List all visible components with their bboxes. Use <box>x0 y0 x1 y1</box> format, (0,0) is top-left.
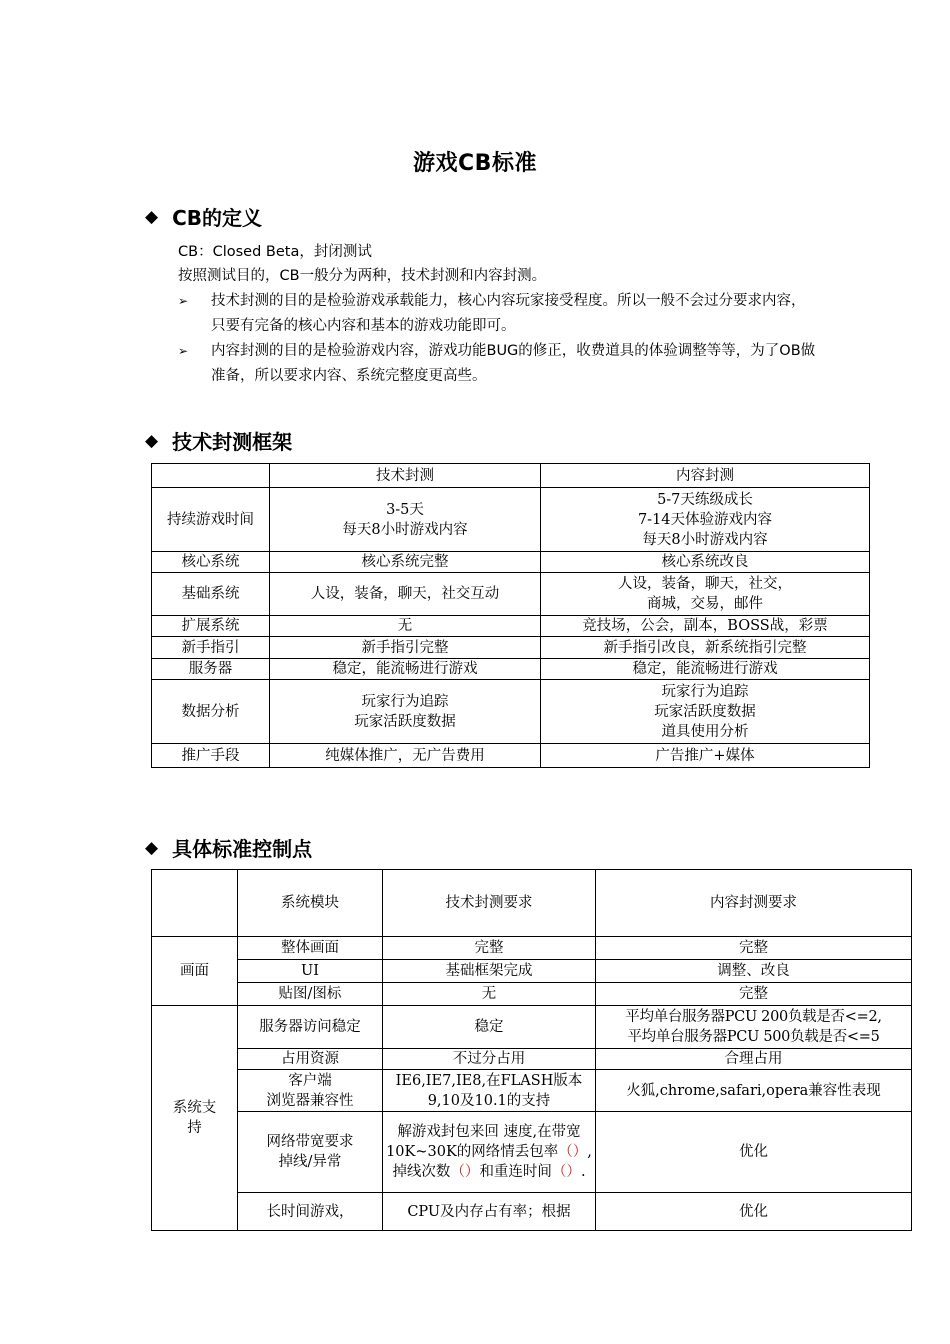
cell-line: 玩家行为追踪 <box>361 693 449 710</box>
cell-line: 人设，装备，聊天，社交， <box>618 576 792 592</box>
blank-placeholder: （） <box>450 1164 480 1180</box>
tech-cell: 稳定，能流畅进行游戏 <box>270 659 541 680</box>
cell-text: . <box>580 1164 586 1180</box>
content-cell: 优化 <box>596 1112 912 1193</box>
cell-line: 玩家活跃度数据 <box>654 703 756 720</box>
row-label: 核心系统 <box>152 552 270 573</box>
table-header-row <box>152 464 870 488</box>
table-row <box>152 1006 912 1049</box>
diamond-bullet-icon: ◆ <box>145 837 159 858</box>
tech-cell: 纯媒体推广，无广告费用 <box>270 744 541 768</box>
header-cell <box>152 464 270 488</box>
module-cell <box>238 1112 383 1193</box>
row-label: 扩展系统 <box>152 616 270 637</box>
definition-line: CB：Closed Beta，封闭测试 <box>178 244 372 260</box>
arrow-bullet-icon: ➢ <box>178 344 189 358</box>
content-cell: 完整 <box>596 937 912 960</box>
table-row <box>152 573 870 616</box>
cell-line: 玩家活跃度数据 <box>354 713 456 730</box>
definition-types-line: 按照测试目的，CB一般分为两种，技术封测和内容封测。 <box>178 268 547 284</box>
cell-line: 掉线/异常 <box>278 1154 342 1170</box>
page-title: 游戏CB标准 <box>413 151 537 176</box>
table-row <box>152 1070 912 1112</box>
section-heading-text: 具体标准控制点 <box>172 837 313 861</box>
tech-cell: 稳定 <box>383 1006 596 1049</box>
diamond-bullet-icon: ◆ <box>145 206 159 227</box>
bullet-item-tech-test <box>178 289 818 339</box>
row-label: 数据分析 <box>152 680 270 744</box>
cell-line: 平均单台服务器PCU 500负载是否<=5 <box>627 1029 880 1045</box>
cell-line: 每天8小时游戏内容 <box>642 531 768 548</box>
content-cell: 调整、改良 <box>596 960 912 983</box>
module-cell: 占用资源 <box>238 1049 383 1070</box>
content-cell: 优化 <box>596 1193 912 1231</box>
cell-text: ,掉线次数 <box>392 1144 592 1180</box>
table-header-row <box>152 870 912 937</box>
content-cell: 新手指引改良，新系统指引完整 <box>541 637 870 659</box>
table-row <box>152 744 870 768</box>
header-cell: 技术封测 <box>270 464 541 488</box>
tech-cell <box>270 680 541 744</box>
content-cell: 火狐,chrome,safari,opera兼容性表现 <box>596 1070 912 1112</box>
tech-cell: 人设，装备，聊天，社交互动 <box>270 573 541 616</box>
header-cell: 技术封测要求 <box>383 870 596 937</box>
section-heading-text: 技术封测框架 <box>172 430 293 454</box>
header-cell: 内容封测要求 <box>596 870 912 937</box>
cell-line: 客户端 <box>288 1072 332 1089</box>
group-label-text: 系统支持 <box>172 1100 217 1136</box>
row-label: 新手指引 <box>152 637 270 659</box>
content-cell: 合理占用 <box>596 1049 912 1070</box>
tech-cell: 核心系统完整 <box>270 552 541 573</box>
cell-text: 和重连时间 <box>479 1164 552 1180</box>
tech-cell: CPU及内存占有率；根据 <box>383 1193 596 1231</box>
bullet-text: 技术封测的目的是检验游戏承载能力，核心内容玩家接受程度。所以一般不会过分要求内容，只要有完备的核心内容和基本的游戏功能即可。 <box>211 293 806 334</box>
section-heading-text: CB的定义 <box>172 206 262 230</box>
tech-cell: 无 <box>270 616 541 637</box>
module-cell: 贴图/图标 <box>238 983 383 1006</box>
row-label: 持续游戏时间 <box>152 488 270 552</box>
section-heading-control-points <box>145 833 312 862</box>
cell-line: 平均单台服务器PCU 200负载是否<=2, <box>625 1009 882 1025</box>
tech-cell: 无 <box>383 983 596 1006</box>
section-heading-cb-definition <box>145 202 262 231</box>
framework-table <box>151 463 870 768</box>
section-heading-tech-framework <box>145 426 292 455</box>
table-row <box>152 960 912 983</box>
group-label <box>152 1006 238 1231</box>
table-row <box>152 983 912 1006</box>
tech-cell: 新手指引完整 <box>270 637 541 659</box>
table-row <box>152 1049 912 1070</box>
content-cell <box>541 488 870 552</box>
table-row <box>152 488 870 552</box>
content-cell <box>541 680 870 744</box>
table-row <box>152 659 870 680</box>
bullet-text: 内容封测的目的是检验游戏内容，游戏功能BUG的修正，收费道具的体验调整等等，为了OB做准备，所以要求内容、系统完整度更高些。 <box>211 343 816 384</box>
cell-line: 5-7天练级成长 <box>657 491 753 508</box>
diamond-bullet-icon: ◆ <box>145 430 159 451</box>
module-cell: 整体画面 <box>238 937 383 960</box>
header-cell: 内容封测 <box>541 464 870 488</box>
content-cell: 完整 <box>596 983 912 1006</box>
table-row <box>152 637 870 659</box>
content-cell: 广告推广+媒体 <box>541 744 870 768</box>
control-points-table <box>151 869 912 1231</box>
cell-line: 7-14天体验游戏内容 <box>637 511 773 528</box>
tech-cell <box>270 488 541 552</box>
table-row <box>152 1193 912 1231</box>
module-cell: 服务器访问稳定 <box>238 1006 383 1049</box>
arrow-bullet-icon: ➢ <box>178 294 189 308</box>
tech-cell: 完整 <box>383 937 596 960</box>
blank-placeholder: （） <box>558 1144 588 1160</box>
content-cell: 竞技场，公会，副本，BOSS战，彩票 <box>541 616 870 637</box>
cell-line: 3-5天 <box>386 501 424 518</box>
table-row <box>152 1112 912 1193</box>
cell-line: 道具使用分析 <box>661 723 749 740</box>
group-label: 画面 <box>152 937 238 1006</box>
content-cell <box>596 1006 912 1049</box>
header-cell <box>152 870 238 937</box>
cell-line: 网络带宽要求 <box>266 1134 354 1150</box>
tech-cell: 不过分占用 <box>383 1049 596 1070</box>
row-label: 基础系统 <box>152 573 270 616</box>
row-label: 推广手段 <box>152 744 270 768</box>
table-row <box>152 937 912 960</box>
table-row <box>152 616 870 637</box>
bullet-item-content-test <box>178 339 818 389</box>
content-cell <box>541 573 870 616</box>
tech-cell: 基础框架完成 <box>383 960 596 983</box>
table-row <box>152 680 870 744</box>
tech-cell <box>383 1112 596 1193</box>
module-cell: 长时间游戏， <box>238 1193 383 1231</box>
cell-line: 每天8小时游戏内容 <box>342 521 468 538</box>
row-label: 服务器 <box>152 659 270 680</box>
cell-text: 解游戏封包来回 速度,在带宽10K~30K的网络情丢包率 <box>386 1124 581 1160</box>
header-cell: 系统模块 <box>238 870 383 937</box>
table-row <box>152 552 870 573</box>
cell-line: 浏览器兼容性 <box>266 1092 354 1109</box>
cell-line: 商城，交易，邮件 <box>647 596 763 612</box>
tech-cell: IE6,IE7,IE8,在FLASH版本9,10及10.1的支持 <box>383 1070 596 1112</box>
content-cell: 稳定，能流畅进行游戏 <box>541 659 870 680</box>
content-cell: 核心系统改良 <box>541 552 870 573</box>
cell-line: 玩家行为追踪 <box>661 683 749 700</box>
blank-placeholder: （） <box>551 1164 581 1180</box>
module-cell <box>238 1070 383 1112</box>
module-cell: UI <box>238 960 383 983</box>
